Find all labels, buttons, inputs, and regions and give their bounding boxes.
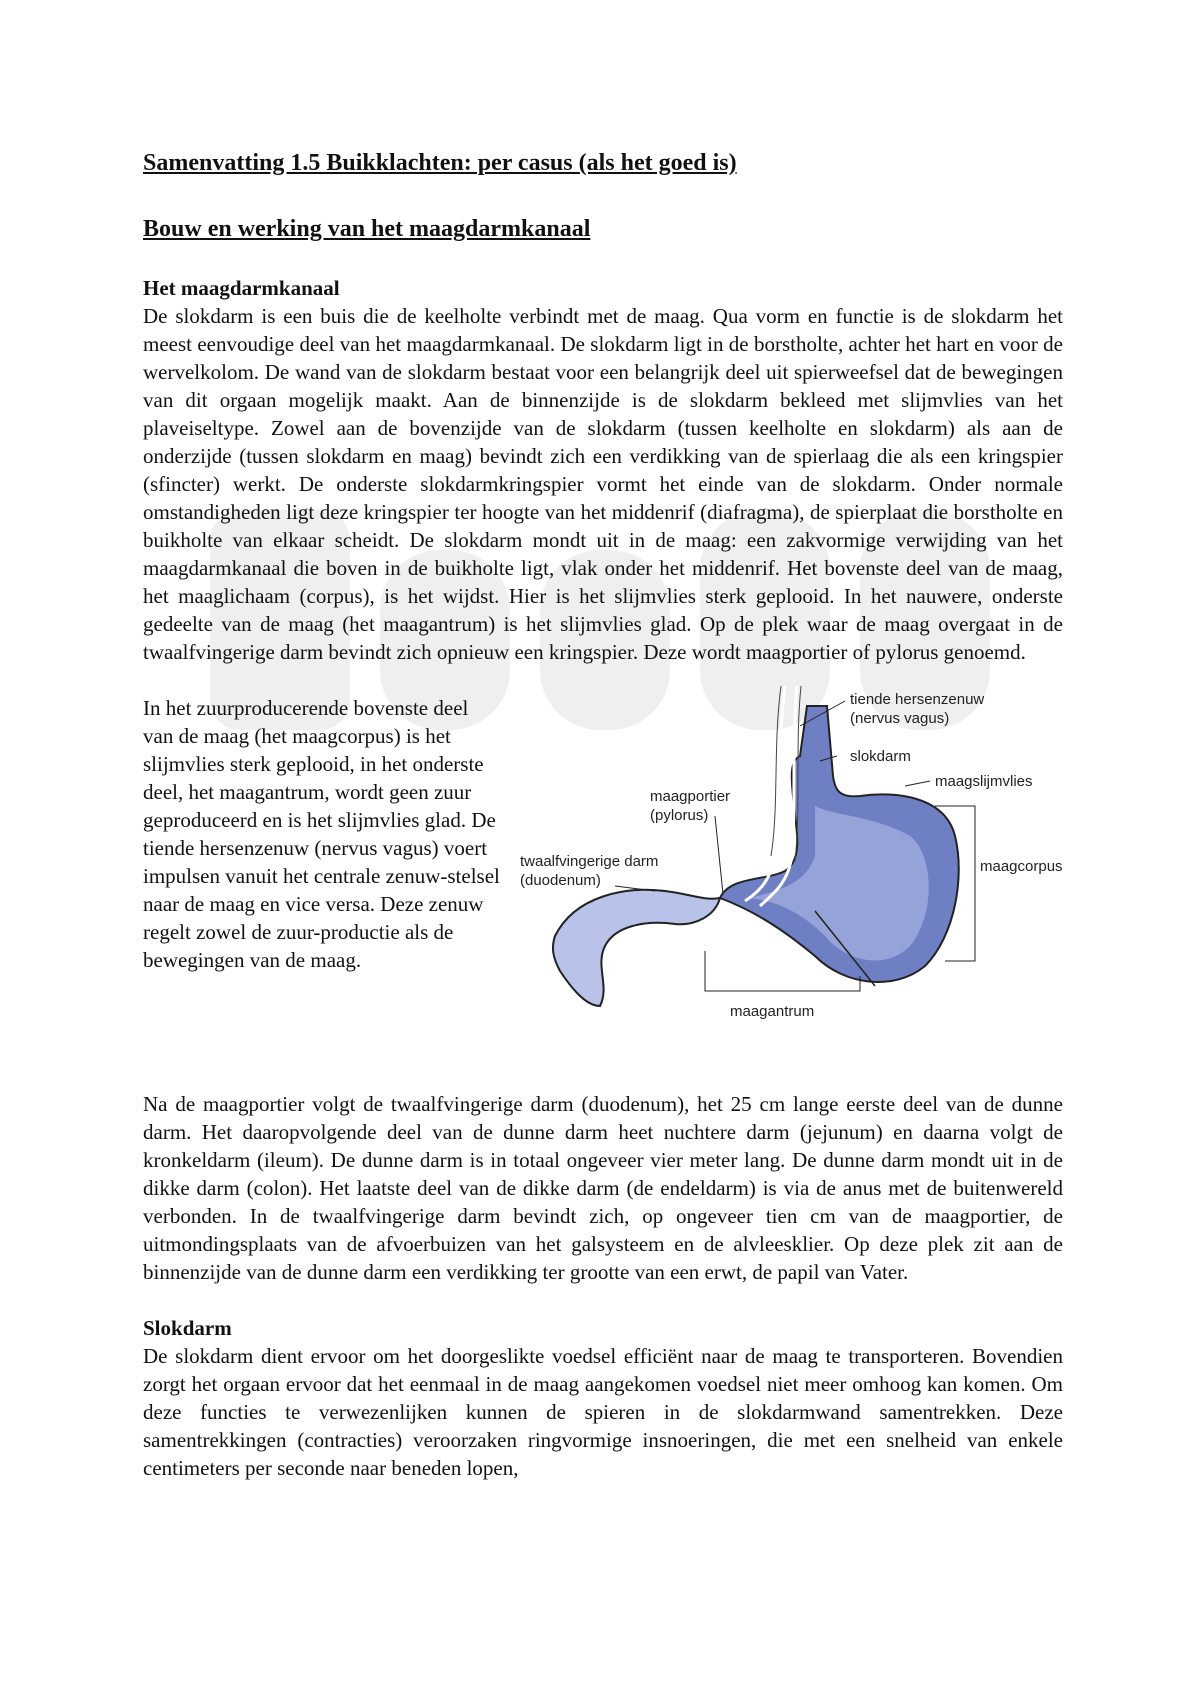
- document-title: Samenvatting 1.5 Buikklachten: per casus (als het goed is): [143, 150, 737, 176]
- figure-side-paragraph: In het zuurproducerende bovenste deel van de maag (het maagcorpus) is het slijmvlies sterk geplooid, in het onderste deel, het maagantrum, wordt geen zuur geproduceerd en is het slijmvlies glad. De tiende hersenzenuw (nervus vagus) voert impulsen vanuit het centrale zenuw-stelsel naar de maag en vice versa. Deze zenuw regelt zowel de zuur-productie als de bewegingen van de maag.: [143, 696, 500, 972]
- label-mucosa: maagslijmvlies: [935, 773, 1033, 790]
- leader-mucosa: [905, 781, 930, 786]
- section-title: Bouw en werking van het maagdarmkanaal: [143, 216, 591, 242]
- document-content: [143, 148, 1063, 1482]
- label-duodenum-line2: (duodenum): [520, 872, 601, 889]
- label-nerve-line1: tiende hersenzenuw: [850, 691, 985, 708]
- subsection-heading-maagdarmkanaal: Het maagdarmkanaal: [143, 276, 340, 300]
- label-esophagus: slokdarm: [850, 748, 911, 765]
- label-corpus: maagcorpus: [980, 858, 1063, 875]
- paragraph-maagdarmkanaal: De slokdarm is een buis die de keelholte verbindt met de maag. Qua vorm en functie is de slokdarm het meest eenvoudige deel van het maagdarmkanaal. De slokdarm ligt in de borstholte, achter het hart en voor de wervelkolom. De wand van de slokdarm bestaat voor een belangrijk deel uit spierweefsel dat de bewegingen van dit orgaan mogelijk maakt. Aan de binnenzijde is de slokdarm bekleed met slijmvlies van het plaveiseltype. Zowel aan de bovenzijde van de slokdarm (tussen keelholte en slokdarm) als aan de onderzijde (tussen slokdarm en maag) bevindt zich een verdikking van de spierlaag die als een kringspier (sfincter) werkt. De onderste slokdarmkringspier vormt het einde van de slokdarm. Onder normale omstandigheden ligt deze kringspier ter hoogte van het middenrif (diafragma), de spierplaat die borstholte en buikholte van elkaar scheidt. De slokdarm mondt uit in de maag: een zakvormige verwijding van het maagdarmkanaal die boven in de buikholte ligt, vlak onder het middenrif. Het bovenste deel van de maag, het maaglichaam (corpus), is het wijdst. Hier is het slijmvlies sterk geplooid. In het nauwere, onderste gedeelte van de maag (het maagantrum) is het slijmvlies glad. Op de plek waar de maag overgaat in de twaalfvingerige darm bevindt zich opnieuw een kringspier. Deze wordt maagportier of pylorus genoemd.: [143, 304, 1063, 664]
- label-pylorus-line2: (pylorus): [650, 807, 709, 824]
- figure-row: [143, 691, 1063, 1064]
- duodenum-shape: [553, 890, 720, 1006]
- paragraph-slokdarm: De slokdarm dient ervoor om het doorgeslikte voedsel efficiënt naar de maag te transporteren. Bovendien zorgt het orgaan ervoor dat het eenmaal in de maag aangekomen voedsel niet meer omhoog kan komen. Om deze functies te verwezenlijken kunnen de spieren in de slokdarmwand samentrekken. Deze samentrekkingen (contracties) veroorzaken ringvormige insnoeringen, die met een snelheid van enkele centimeters per seconde naar beneden lopen,: [143, 1344, 1063, 1480]
- stomach-diagram: [515, 686, 1075, 1066]
- label-nerve-line2: (nervus vagus): [850, 710, 950, 727]
- label-duodenum-line1: twaalfvingerige darm: [520, 853, 659, 870]
- paragraph-duodenum: Na de maagportier volgt de twaalfvingerige darm (duodenum), het 25 cm lange eerste deel van de dunne darm. Het daaropvolgende deel van de dunne darm heet nuchtere darm (jejunum) en daarna volgt de kronkeldarm (ileum). De dunne darm is in totaal ongeveer vier meter lang. De dunne darm mondt uit in de dikke darm (colon). Het laatste deel van de dikke darm (de endeldarm) is via de anus met de buitenwereld verbonden. In de twaalfvingerige darm bevindt zich, op ongeveer tien cm van de maagportier, de uitmondingsplaats van de afvoerbuizen van het galsysteem en de alvleesklier. Op deze plek zit aan de binnenzijde van de dunne darm een verdikking ter grootte van een erwt, de papil van Vater.: [143, 1092, 1063, 1284]
- label-antrum: maagantrum: [730, 1003, 815, 1020]
- leader-pylorus: [715, 816, 723, 894]
- label-pylorus-line1: maagportier: [650, 788, 731, 805]
- subsection-heading-slokdarm: Slokdarm: [143, 1316, 232, 1340]
